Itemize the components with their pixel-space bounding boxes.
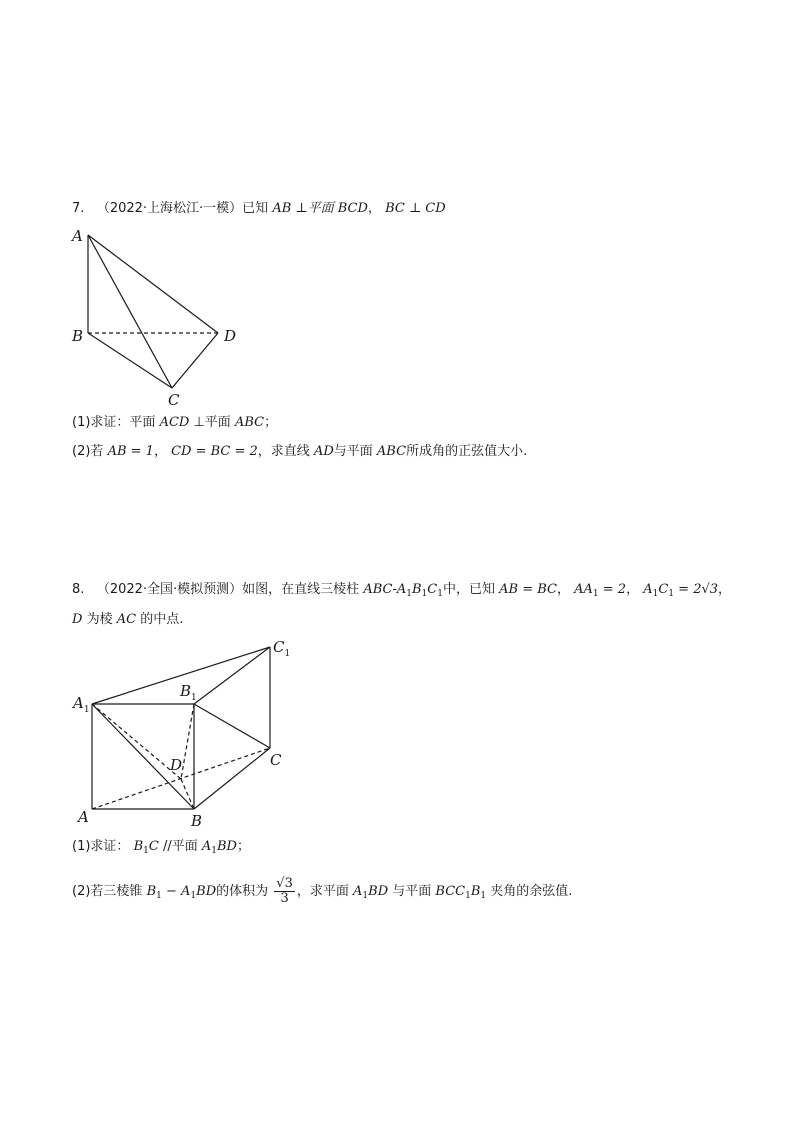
q7-part1-mid: ⊥平面	[193, 415, 231, 430]
q8-label-c1: $C_1$	[273, 638, 291, 659]
q8-line2-text: 为棱	[86, 612, 113, 627]
q8-part1-end: ；	[236, 839, 250, 854]
q7-known-2: BC ⊥ CD	[385, 201, 446, 216]
q8-cond1: AB = BC	[499, 582, 557, 597]
q8-part1-line: $B_1C$	[133, 839, 159, 856]
q8-part2	[72, 876, 572, 912]
q8-part2-pyramid: $B_1 - A_1BD$	[146, 884, 217, 901]
q8-sep-2: ，	[626, 582, 640, 597]
q8-line2-end: 的中点.	[140, 612, 184, 627]
q7-stem	[72, 199, 446, 219]
q8-stem-line2	[72, 610, 183, 630]
q7-number: 7.	[72, 201, 85, 216]
q7-source: （2022·上海松江·一模）已知	[96, 201, 269, 216]
q7-part2-sep: ，	[153, 444, 167, 459]
q8-frac-num: √3	[276, 876, 293, 891]
q8-part2-prefix: (2)若三棱锥	[72, 884, 143, 899]
q8-part2-mid2: ，求平面	[296, 884, 349, 899]
q8-label-a1: $A_1$	[73, 694, 90, 715]
q7-part2-line: AD	[313, 444, 334, 459]
q7-part1-prefix: (1)求证：平面	[72, 415, 156, 430]
q8-line2-ac: AC	[116, 612, 137, 627]
q8-cond2: $AA_1 = 2$	[574, 582, 627, 599]
q7-label-d: D	[224, 327, 237, 345]
q8-edge-b1c	[194, 704, 270, 748]
q8-label-b1: $B_1$	[180, 682, 197, 703]
q8-mid: 中，已知	[442, 582, 495, 597]
q8-part2-fraction	[274, 877, 295, 906]
q7-part2-mid: ，求直线	[257, 444, 310, 459]
q8-edge-b1c1	[194, 647, 270, 704]
q7-edge-cd	[172, 333, 218, 388]
q8-label-a: A	[78, 808, 89, 826]
q7-part1	[72, 413, 277, 433]
q8-label-d: D	[170, 756, 183, 774]
q8-end: ，	[718, 582, 732, 597]
q8-part1-prefix: (1)求证：	[72, 839, 130, 854]
q8-part2-mid: 的体积为	[216, 884, 269, 899]
q8-cond3: $A_1C_1 = 2√3$	[643, 582, 719, 599]
q8-prism: ABC-$A_1B_1C_1$	[363, 582, 443, 599]
q8-part1-plane: $A_1BD$	[201, 839, 237, 856]
q7-label-b: B	[72, 327, 84, 345]
q8-frac-den: 3	[280, 891, 289, 906]
q8-source: （2022·全国·模拟预测）如图，在直线三棱柱	[96, 582, 360, 597]
q8-number: 8.	[72, 582, 85, 597]
q7-part2	[72, 442, 527, 462]
q8-label-c: C	[270, 751, 282, 769]
q8-stem-line1	[72, 580, 731, 604]
q8-label-b: B	[191, 812, 203, 830]
q7-label-a: A	[72, 227, 83, 245]
q7-part2-prefix: (2)若	[72, 444, 104, 459]
q7-edge-ac	[88, 235, 172, 388]
q8-line2-d: D	[72, 612, 83, 627]
q8-part2-plane2: $BCC_1B_1$	[435, 884, 487, 901]
q8-part1	[72, 837, 250, 861]
q7-known-1: AB ⊥平面 BCD	[272, 201, 368, 216]
q7-edge-ad	[88, 235, 218, 333]
q8-edge-db-hidden	[181, 779, 194, 809]
q8-part2-end: 夹角的余弦值.	[490, 884, 573, 899]
q7-label-c: C	[168, 391, 180, 409]
q7-part2-mid2: 与平面	[333, 444, 373, 459]
q7-part1-plane-b: ABC	[234, 415, 265, 430]
q8-figure	[70, 636, 300, 831]
q8-part1-mid: //平面	[162, 839, 198, 854]
q8-sep-1: ，	[556, 582, 570, 597]
q7-part2-cond1: AB = 1	[107, 444, 154, 459]
q8-part2-plane1: $A_1BD$	[353, 884, 389, 901]
q7-part1-end: ；	[264, 415, 278, 430]
q7-figure	[70, 225, 250, 415]
q8-edge-a1d-hidden	[92, 704, 181, 779]
q8-edge-b1d-hidden	[181, 704, 194, 779]
q7-edge-bc	[88, 333, 172, 388]
q7-part2-plane: ABC	[376, 444, 407, 459]
q7-part2-cond2: CD = BC = 2	[171, 444, 258, 459]
q8-edge-bc	[194, 748, 270, 809]
q7-part1-plane-a: ACD	[159, 415, 190, 430]
q7-sep: ，	[367, 201, 381, 216]
q7-part2-end: 所成角的正弦值大小.	[406, 444, 528, 459]
q8-part2-mid3: 与平面	[392, 884, 432, 899]
